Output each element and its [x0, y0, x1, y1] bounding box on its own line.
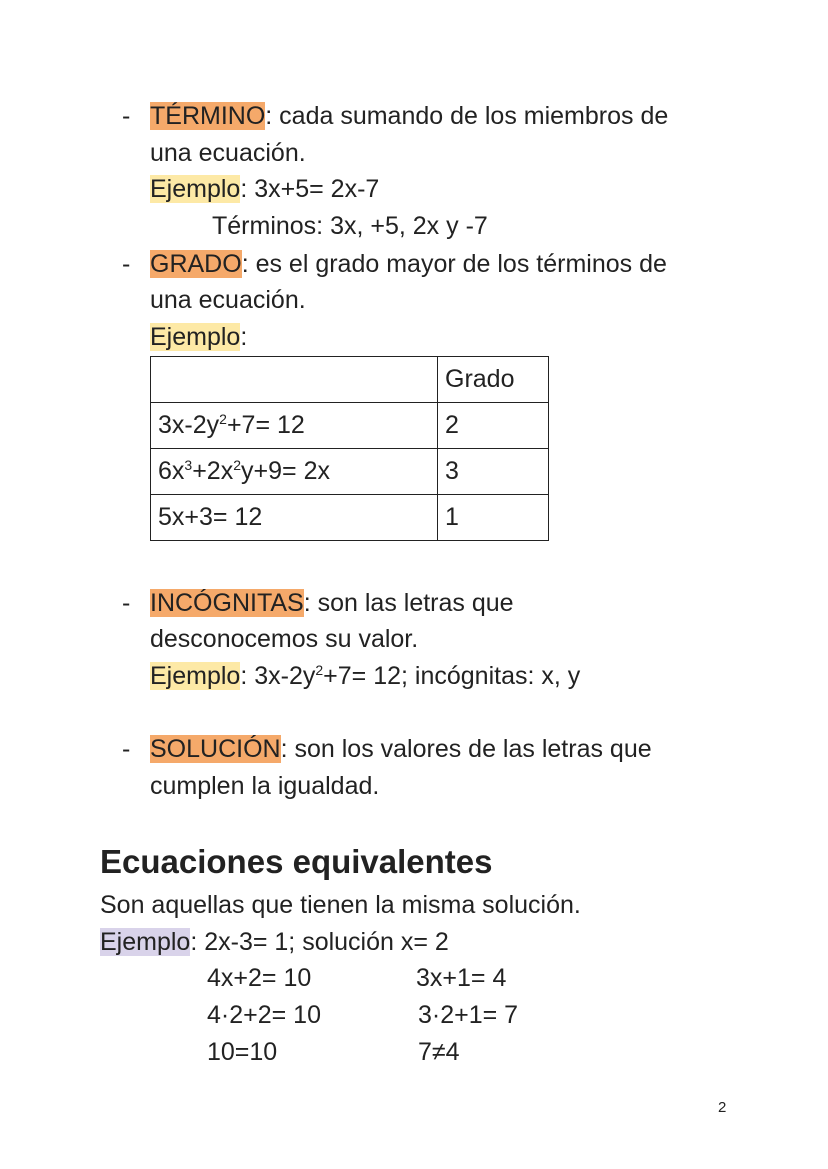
solucion-term: SOLUCIÓN: [150, 735, 281, 763]
incognitas-ejemplo-line: [150, 658, 580, 694]
bullet-dash: -: [122, 735, 131, 763]
termino-ejemplo-line: [150, 171, 379, 207]
eq-part: 3x-2y: [158, 411, 220, 439]
equation-cell: [151, 495, 438, 541]
equation-cell: [151, 403, 438, 449]
equivalentes-intro: Son aquellas que tienen la misma solución.: [100, 891, 581, 919]
equivalentes-ejemplo-line: [100, 924, 449, 960]
grado-ejemplo-line: [150, 319, 247, 355]
equation-col1-line: 4·2+2= 10: [207, 1001, 321, 1029]
grado-cell: 2: [438, 403, 549, 449]
equation-col1-line: 4x+2= 10: [207, 964, 312, 992]
termino-def-cont: una ecuación.: [150, 139, 306, 167]
grado-ejemplo-suffix: :: [240, 323, 248, 351]
eq-part: y+9= 2x: [241, 457, 330, 485]
equation-col2-line: 3·2+1= 7: [418, 1001, 519, 1029]
ejemplo-label: Ejemplo: [100, 928, 191, 956]
bullet-dash: -: [122, 250, 131, 278]
incognitas-def: : son las letras que: [303, 589, 514, 617]
solucion-def-cont: cumplen la igualdad.: [150, 772, 380, 800]
ejemplo-label: Ejemplo: [150, 175, 241, 203]
eq-part: +2x: [192, 457, 234, 485]
grado-table: [150, 356, 549, 541]
grado-cell: 1: [438, 495, 549, 541]
bullet-dash: -: [122, 589, 131, 617]
termino-line: [150, 98, 668, 134]
ejemplo-label: Ejemplo: [150, 662, 241, 690]
eq-part: +7= 12; incógnitas: x, y: [323, 662, 581, 690]
table-row: [151, 495, 549, 541]
bullet-dash: -: [122, 102, 131, 130]
grado-def-cont: una ecuación.: [150, 286, 306, 314]
exponent: 2: [315, 662, 324, 678]
solucion-line: [150, 731, 652, 767]
grado-line: [150, 246, 667, 282]
eq-part: : 3x-2y: [240, 662, 316, 690]
grado-cell: 3: [438, 449, 549, 495]
grado-term: GRADO: [150, 250, 242, 278]
incognitas-def-cont: desconocemos su valor.: [150, 625, 419, 653]
ejemplo-label: Ejemplo: [150, 323, 241, 351]
exponent: 2: [219, 411, 227, 427]
table-header-cell: [151, 357, 438, 403]
table-header-cell: Grado: [438, 357, 549, 403]
incognitas-term: INCÓGNITAS: [150, 589, 304, 617]
termino-terminos: Términos: 3x, +5, 2x y -7: [212, 212, 488, 240]
table-header-row: [151, 357, 549, 403]
equation-col2-line: 7≠4: [418, 1038, 460, 1066]
eq-part: +7= 12: [226, 411, 305, 439]
section-heading: Ecuaciones equivalentes: [100, 843, 493, 880]
equivalentes-ejemplo-text: : 2x-3= 1; solución x= 2: [190, 928, 449, 956]
termino-term: TÉRMINO: [150, 102, 266, 130]
incognitas-line: [150, 585, 514, 621]
equation-col1-line: 10=10: [207, 1038, 278, 1066]
page-number: 2: [718, 1099, 727, 1116]
eq-part: 6x: [158, 457, 185, 485]
equation-cell: [151, 449, 438, 495]
table-row: [151, 449, 549, 495]
grado-def: : es el grado mayor de los términos de: [241, 250, 667, 278]
termino-ejemplo-text: : 3x+5= 2x-7: [240, 175, 380, 203]
table-row: [151, 403, 549, 449]
exponent: 3: [184, 457, 193, 473]
termino-def: : cada sumando de los miembros de: [265, 102, 669, 130]
equation-col2-line: 3x+1= 4: [416, 964, 507, 992]
eq-part: 5x+3= 12: [158, 503, 263, 531]
exponent: 2: [233, 457, 242, 473]
solucion-def: : son los valores de las letras que: [280, 735, 652, 763]
